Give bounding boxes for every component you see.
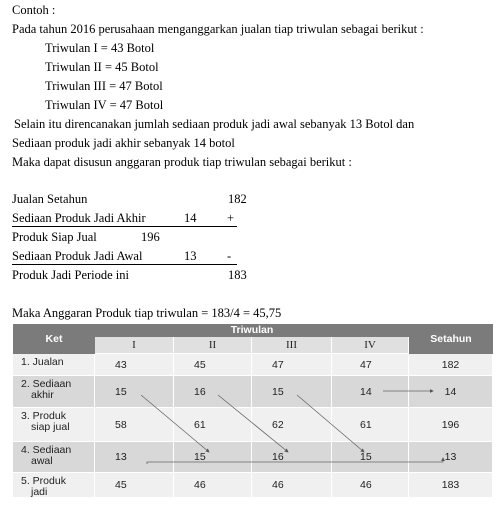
- quarterly-budget-result: Maka Anggaran Produk tiap triwulan = 183/4 = 45,75: [12, 306, 282, 320]
- row-3-quarter-4-value: 61: [332, 408, 409, 442]
- production-budget-table: [13, 324, 493, 498]
- row-5-quarter-3-value: 46: [252, 473, 332, 498]
- row-5-quarter-4-value: 46: [332, 473, 409, 498]
- row-1-quarter-3-value: 47: [252, 354, 332, 376]
- arrow-q2-to-q3: [218, 395, 288, 452]
- row-label-line2: awal: [31, 455, 53, 467]
- carryover-arrows: [13, 324, 493, 498]
- row-label-line1: 3. Produk: [21, 410, 66, 422]
- row-label-line1: 4. Sediaan: [21, 444, 72, 456]
- ending-inventory-label: Sediaan Produk Jadi Akhir: [12, 211, 146, 225]
- row-1-quarter-1-value: 43: [95, 354, 174, 376]
- quarter-1-sales: Triwulan I = 43 Botol: [45, 41, 155, 55]
- row-label-line2: akhir: [31, 389, 54, 401]
- row-4-quarter-2-value: 15: [174, 442, 252, 473]
- inventory-paragraph-1: Selain itu direncanakan jumlah sediaan produk jadi awal sebanyak 13 Botol dan: [14, 117, 415, 131]
- row-label-line1: 5. Produk: [21, 475, 66, 487]
- plus-sign: +: [227, 211, 235, 225]
- intro-paragraph: Pada tahun 2016 perusahaan menganggarkan jualan tiap triwulan sebagai berikut :: [12, 22, 424, 36]
- beginning-inventory-value: 13: [184, 249, 197, 263]
- header-setahun: Setahun: [409, 324, 493, 354]
- example-label: Contoh :: [12, 3, 56, 17]
- ending-inventory-value: 14: [184, 211, 197, 225]
- quarter-2-sales: Triwulan II = 45 Botol: [45, 60, 159, 74]
- row-1-quarter-4-value: 47: [332, 354, 409, 376]
- arrow-q1-to-q2: [141, 395, 209, 452]
- header-quarter-4: IV: [332, 337, 409, 354]
- row-1-total-value: 182: [409, 354, 493, 376]
- period-production-value: 183: [228, 268, 247, 282]
- quarter-4-sales: Triwulan IV = 47 Botol: [45, 98, 164, 112]
- ending-inventory-row: [12, 211, 237, 227]
- header-quarter-1: I: [95, 337, 174, 354]
- beginning-inventory-label: Sediaan Produk Jadi Awal: [12, 249, 143, 263]
- minus-sign: -: [227, 249, 232, 263]
- row-4-total-value: 13: [409, 442, 493, 473]
- budget-intro: Maka dapat disusun anggaran produk tiap triwulan sebagai berikut :: [12, 155, 352, 169]
- row-4-quarter-4-value: 15: [332, 442, 409, 473]
- annual-sales-value: 182: [228, 192, 247, 206]
- header-quarter-2: II: [174, 337, 252, 354]
- row-5-total-value: 183: [409, 473, 493, 498]
- row-label-line1: 2. Sediaan: [21, 378, 72, 390]
- ready-to-sell-value: 196: [141, 230, 160, 244]
- quarter-3-sales: Triwulan III = 47 Botol: [45, 79, 163, 93]
- row-4-quarter-1-value: 13: [95, 442, 174, 473]
- row-4-quarter-3-value: 16: [252, 442, 332, 473]
- row-2-quarter-2-value: 16: [174, 376, 252, 408]
- annual-sales-label: Jualan Setahun: [12, 192, 88, 206]
- row-1-quarter-2-value: 45: [174, 354, 252, 376]
- row-2-quarter-1-value: 15: [95, 376, 174, 408]
- header-ket: Ket: [13, 324, 95, 354]
- row-label-line2: siap jual: [31, 421, 70, 433]
- arrow-q3-to-q4: [297, 395, 364, 452]
- header-triwulan: Triwulan: [95, 324, 409, 337]
- row-label-line2: jadi: [31, 486, 48, 498]
- row-2-total-value: 14: [409, 376, 493, 408]
- row-3-quarter-3-value: 62: [252, 408, 332, 442]
- row-2-quarter-4-value: 14: [332, 376, 409, 408]
- period-production-label: Produk Jadi Periode ini: [12, 268, 130, 282]
- row-3-quarter-2-value: 61: [174, 408, 252, 442]
- row-3-quarter-1-value: 58: [95, 408, 174, 442]
- header-quarter-3: III: [252, 337, 332, 354]
- row-label-line1: 1. Jualan: [21, 356, 64, 368]
- row-5-quarter-1-value: 45: [95, 473, 174, 498]
- row-2-quarter-3-value: 15: [252, 376, 332, 408]
- ready-to-sell-label: Produk Siap Jual: [12, 230, 97, 244]
- inventory-paragraph-2: Sediaan produk jadi akhir sebanyak 14 botol: [12, 136, 235, 150]
- arrow-q1-to-total-awal: [147, 458, 443, 464]
- row-3-total-value: 196: [409, 408, 493, 442]
- beginning-inventory-row: [12, 249, 237, 265]
- row-5-quarter-2-value: 46: [174, 473, 252, 498]
